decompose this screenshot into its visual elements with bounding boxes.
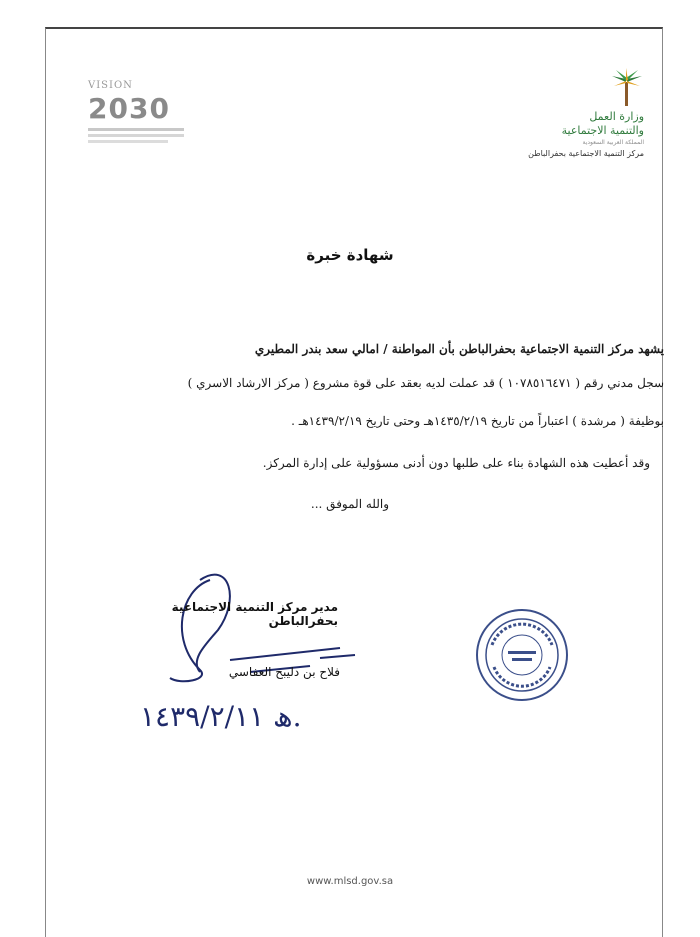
logo-subtext-bar — [88, 128, 184, 131]
body-paragraph-1: يشهد مركز التنمية الاجتماعية بحفرالباطن بأن المواطنة / امالي سعد بندر المطيري — [254, 342, 664, 356]
logo-subtext-bar — [88, 134, 184, 137]
ministry-logo-block — [480, 68, 650, 168]
vision-logo-text: VISION — [88, 80, 133, 91]
handwritten-date: ھ ١٤٣٩/٢/١١. — [140, 700, 302, 733]
closing-line: والله الموفق ... — [310, 497, 390, 511]
body-paragraph-3: بوظيفة ( مرشدة ) اعتباراً من تاريخ ١٤٣٥/٢/١٩هـ وحتى تاريخ ١٤٣٩/٢/١٩هـ . — [291, 414, 664, 428]
ministry-country: المملكة العربية السعودية — [582, 139, 644, 146]
center-name: مركز التنمية الاجتماعية بحفرالباطن — [528, 149, 644, 158]
handwritten-signature — [140, 560, 380, 700]
document-title: شهادة خبرة — [306, 246, 394, 264]
ministry-name-line1: وزارة العمل — [589, 110, 644, 123]
vision-2030-logo — [88, 80, 188, 150]
official-stamp — [472, 605, 572, 705]
body-paragraph-2: سجل مدني رقم ( ١٠٧٨٥١٦٤٧١ ) قد عملت لديه بعقد على قوة مشروع ( مركز الارشاد الاسري ) — [187, 376, 664, 390]
logo-subtext-bar — [88, 140, 168, 143]
body-paragraph-4: وقد أعطيت هذه الشهادة بناء على طلبها دون أدنى مسؤولية على إدارة المركز. — [262, 456, 650, 470]
footer-website: www.mlsd.gov.sa — [306, 876, 394, 887]
signatory-title: مدير مركز التنمية الاجتماعية بحفرالباطن — [171, 600, 338, 628]
ministry-name-line2: والتنمية الاجتماعية — [561, 124, 644, 137]
vision-logo-year: 2030 — [88, 92, 170, 125]
signatory-name: فلاح بن دليبح العفاسي — [228, 665, 340, 679]
palm-tree-icon — [610, 68, 644, 108]
